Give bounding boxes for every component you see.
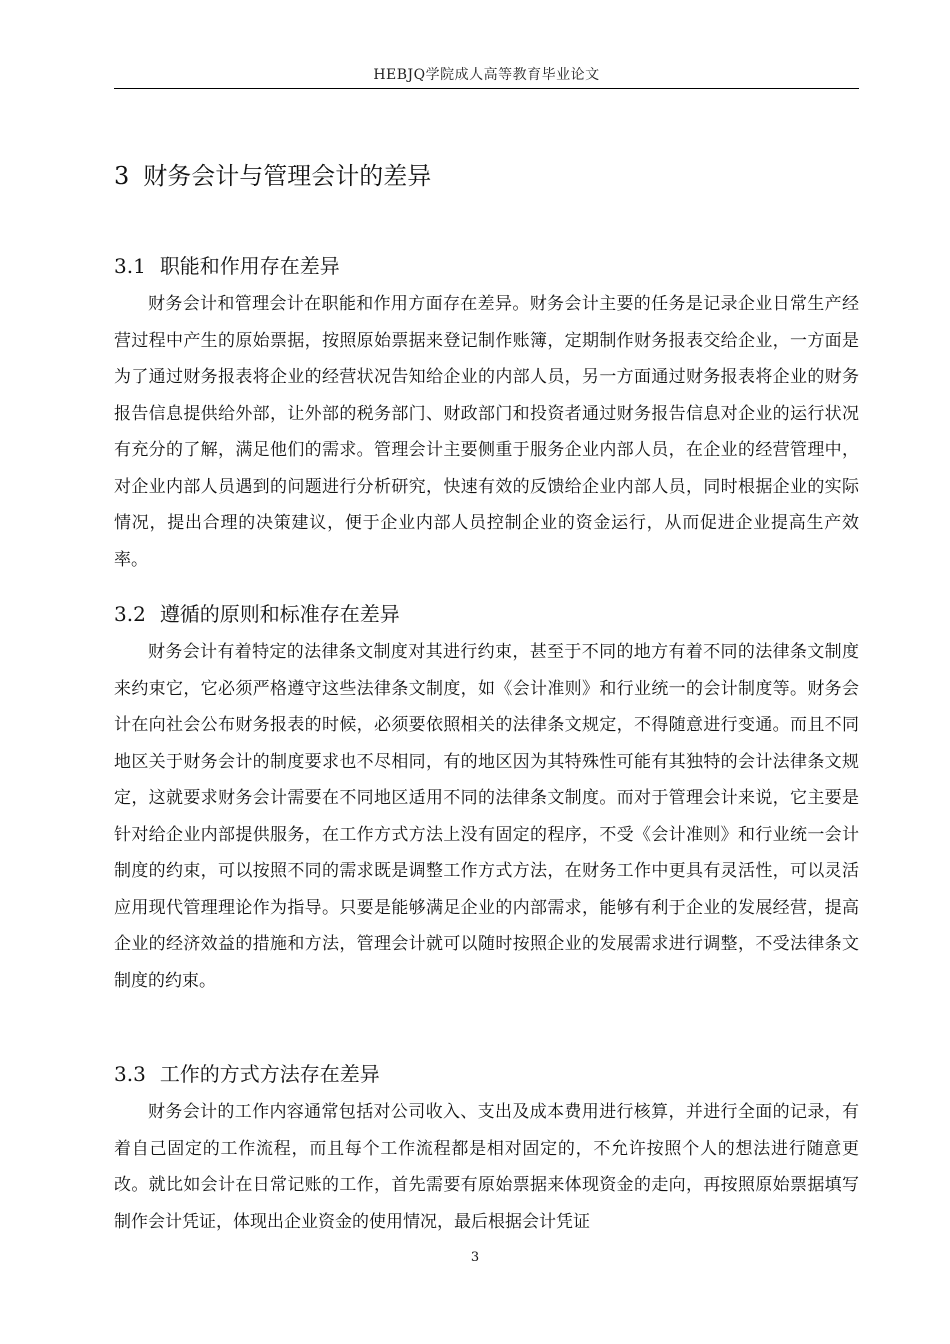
header-divider <box>114 88 859 89</box>
section-title-text: 遵循的原则和标准存在差异 <box>159 602 400 626</box>
section-number: 3.3 <box>114 1062 146 1086</box>
section-number: 3.2 <box>114 602 146 626</box>
section-paragraph-3-3: 财务会计的工作内容通常包括对公司收入、支出及成本费用进行核算，并进行全面的记录，有着自己固定的工作流程，而且每个工作流程都是相对固定的，不允许按照个人的想法进行随意更改。就比如会计在日常记账的工作，首先需要有原始票据来体现资金的走向，再按照原始票据填写制作会计凭证，体现出企业资金的使用情况，最后根据会计凭证 <box>114 1102 859 1232</box>
section-heading-3-3 <box>114 1058 380 1087</box>
section-paragraph-3-2: 财务会计有着特定的法律条文制度对其进行约束，甚至于不同的地方有着不同的法律条文制度来约束它，它必须严格遵守这些法律条文制度，如《会计准则》和行业统一的会计制度等。财务会计在向社会公布财务报表的时候，必须要依照相关的法律条文规定，不得随意进行变通。而且不同地区关于财务会计的制度要求也不尽相同，有的地区因为其特殊性可能有其独特的会计法律条文规定，这就要求财务会计需要在不同地区适用不同的法律条文制度。而对于管理会计来说，它主要是针对给企业内部提供服务，在工作方式方法上没有固定的程序，不受《会计准则》和行业统一会计制度的约束，可以按照不同的需求既是调整工作方式方法，在财务工作中更具有灵活性，可以灵活应用现代管理理论作为指导。只要是能够满足企业的内部需求，能够有利于企业的发展经营，提高企业的经济效益的措施和方法，管理会计就可以随时按照企业的发展需求进行调整，不受法律条文制度的约束。 <box>114 642 859 991</box>
section-title-text: 工作的方式方法存在差异 <box>159 1062 380 1086</box>
chapter-number: 3 <box>114 162 130 190</box>
section-heading-3-2 <box>114 598 400 627</box>
section-heading-3-1 <box>114 250 340 279</box>
page-header: HEBJQ学院成人高等教育毕业论文 <box>373 67 600 83</box>
section-number: 3.1 <box>114 254 146 278</box>
chapter-title-text: 财务会计与管理会计的差异 <box>143 162 432 190</box>
section-paragraph-3-1: 财务会计和管理会计在职能和作用方面存在差异。财务会计主要的任务是记录企业日常生产经营过程中产生的原始票据，按照原始票据来登记制作账簿，定期制作财务报表交给企业，一方面是为了通过财务报表将企业的经营状况告知给企业的内部人员，另一方面通过财务报表将企业的财务报告信息提供给外部，让外部的税务部门、财政部门和投资者通过财务报告信息对企业的运行状况有充分的了解，满足他们的需求。管理会计主要侧重于服务企业内部人员，在企业的经营管理中，对企业内部人员遇到的问题进行分析研究，快速有效的反馈给企业内部人员，同时根据企业的实际情况，提出合理的决策建议，便于企业内部人员控制企业的资金运行，从而促进企业提高生产效率。 <box>114 294 859 570</box>
chapter-title <box>114 156 431 191</box>
page-number: 3 <box>470 1250 480 1265</box>
section-title-text: 职能和作用存在差异 <box>159 254 340 278</box>
